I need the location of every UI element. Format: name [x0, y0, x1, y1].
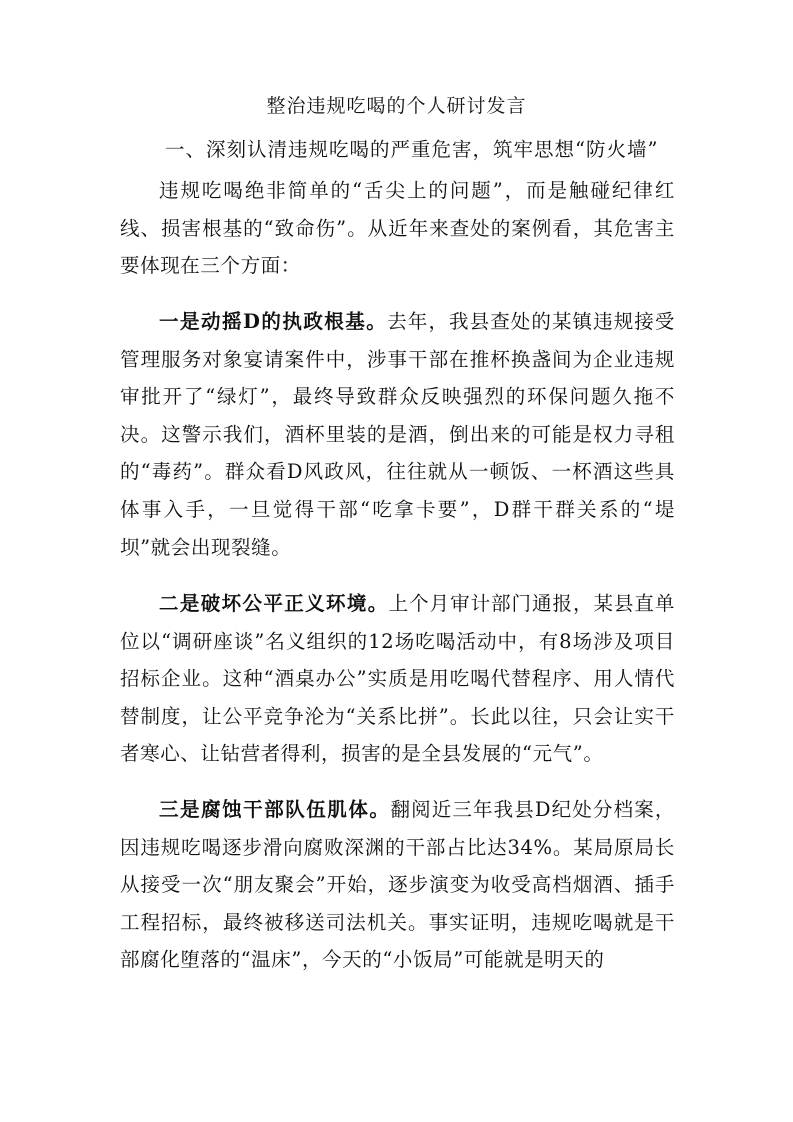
point-paragraph-1	[120, 303, 675, 566]
point-paragraph-2	[120, 585, 675, 773]
section-heading: 一、深刻认清违规吃喝的严重危害，筑牢思想“防火墙”	[165, 138, 659, 161]
point-1-body: 去年，我县查处的某镇违规接受管理服务对象宴请案件中，涉事干部在推杯换盏间为企业违规审批开了“绿灯”，最终导致群众反映强烈的环保问题久拖不决。这警示我们，酒杯里装的是酒，倒出来的可能是权力寻租的“毒药”。群众看D风政风，往往就从一顿饭、一杯酒这些具体事入手，一旦觉得干部“吃拿卡要”，D群干群关系的“堤坝”就会出现裂缝。	[120, 310, 675, 559]
document-title: 整治违规吃喝的个人研讨发言	[266, 95, 527, 117]
point-2-lead: 二是破坏公平正义环境。	[159, 592, 389, 615]
point-2-body: 上个月审计部门通报，某县直单位以“调研座谈”名义组织的12场吃喝活动中，有8场涉及项目招标企业。这种“酒桌办公”实质是用吃喝代替程序、用人情代替制度，让公平竞争沦为“关系比拼”。长此以往，只会让实干者寒心、让钻营者得利，损害的是全县发展的“元气”。	[120, 592, 675, 766]
point-1-lead: 一是动摇D的执政根基。	[159, 310, 388, 333]
point-3-body: 翻阅近三年我县D纪处分档案，因违规吃喝逐步滑向腐败深渊的干部占比达34%。某局原局长从接受一次“朋友聚会”开始，逐步演变为收受高档烟酒、插手工程招标，最终被移送司法机关。事实证明，违规吃喝就是干部腐化堕落的“温床”，今天的“小饭局”可能就是明天的	[120, 798, 675, 972]
point-paragraph-3	[120, 791, 675, 979]
intro-paragraph: 违规吃喝绝非简单的“舌尖上的问题”，而是触碰纪律红线、损害根基的“致命伤”。从近年来查处的案例看，其危害主要体现在三个方面：	[120, 179, 675, 278]
point-3-lead: 三是腐蚀干部队伍肌体。	[159, 798, 391, 821]
